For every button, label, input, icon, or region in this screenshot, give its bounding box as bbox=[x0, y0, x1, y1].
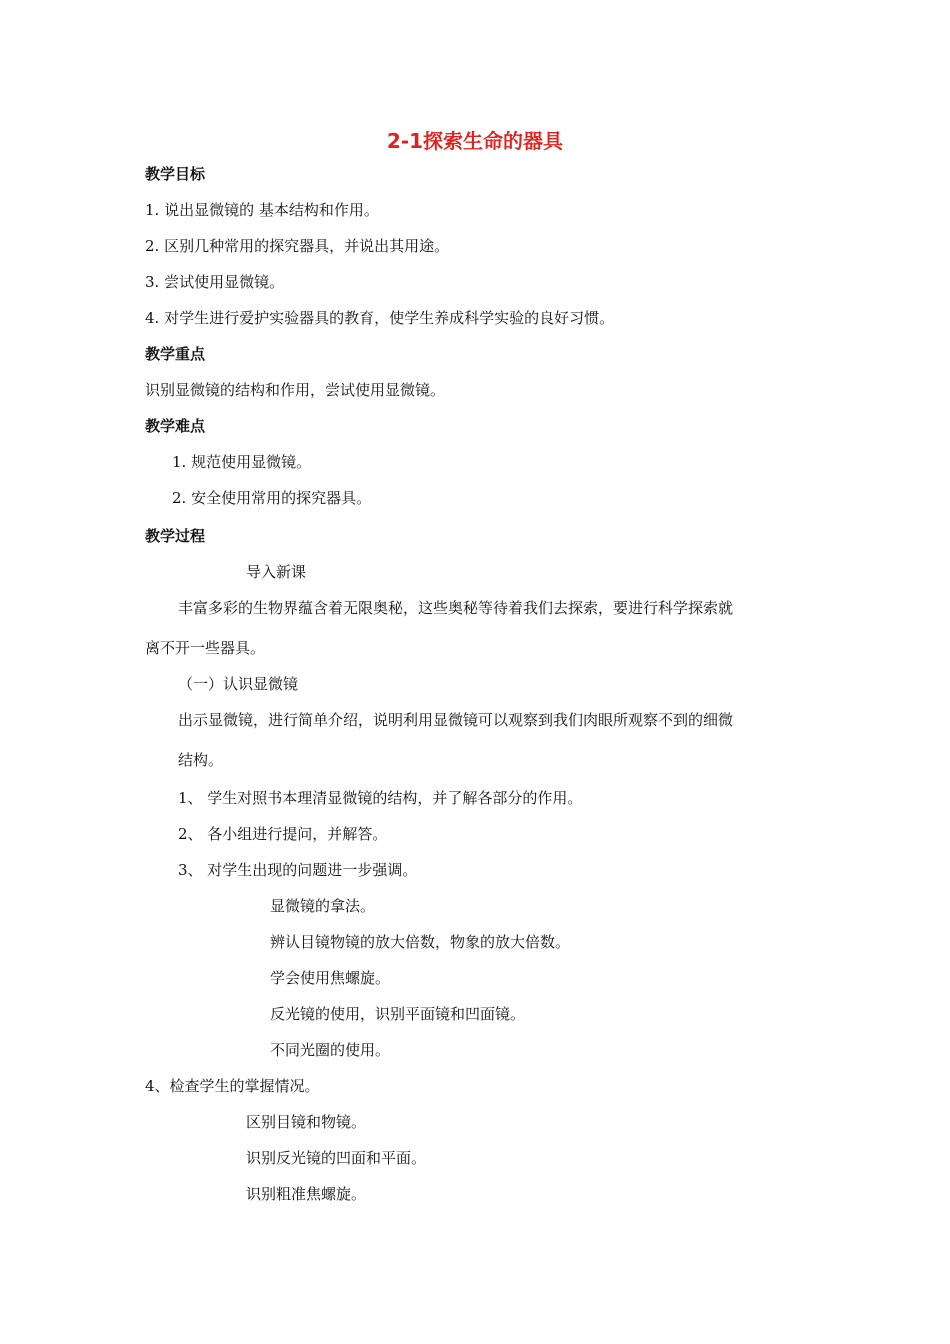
check-item: 识别粗准焦螺旋。 bbox=[246, 1185, 367, 1203]
step-item: 2、 各小组进行提问，并解答。 bbox=[178, 825, 388, 843]
section-heading: （一）认识显微镜 bbox=[178, 675, 299, 693]
process-heading: 教学过程 bbox=[145, 527, 206, 545]
step-item: 3、 对学生出现的问题进一步强调。 bbox=[178, 861, 418, 879]
intro-title: 导入新课 bbox=[246, 563, 307, 581]
goal-item: 4. 对学生进行爱护实验器具的教育，使学生养成科学实验的良好习惯。 bbox=[145, 309, 615, 327]
key-points-heading: 教学重点 bbox=[145, 345, 206, 363]
emphasis-item: 不同光圈的使用。 bbox=[270, 1041, 391, 1059]
intro-paragraph-line: 离不开一些器具。 bbox=[145, 639, 266, 657]
emphasis-item: 反光镜的使用，识别平面镜和凹面镜。 bbox=[270, 1005, 526, 1023]
emphasis-item: 辨认目镜物镜的放大倍数，物象的放大倍数。 bbox=[270, 933, 571, 951]
key-points-text: 识别显微镜的结构和作用，尝试使用显微镜。 bbox=[145, 381, 446, 399]
goals-heading: 教学目标 bbox=[145, 165, 206, 183]
difficulties-heading: 教学难点 bbox=[145, 417, 206, 435]
check-item: 区别目镜和物镜。 bbox=[246, 1113, 367, 1131]
section-text-line: 出示显微镜，进行简单介绍，说明利用显微镜可以观察到我们肉眼所观察不到的细微 bbox=[178, 711, 734, 729]
difficulty-item: 2. 安全使用常用的探究器具。 bbox=[172, 489, 372, 507]
goal-item: 3. 尝试使用显微镜。 bbox=[145, 273, 285, 291]
difficulty-item: 1. 规范使用显微镜。 bbox=[172, 453, 312, 471]
document-title: 2-1探索生命的器具 bbox=[386, 129, 564, 153]
step-item: 1、 学生对照书本理清显微镜的结构，并了解各部分的作用。 bbox=[178, 789, 583, 807]
goal-item: 1. 说出显微镜的 基本结构和作用。 bbox=[145, 201, 379, 219]
section-text-line: 结构。 bbox=[178, 751, 224, 769]
intro-paragraph-line: 丰富多彩的生物界蕴含着无限奥秘，这些奥秘等待着我们去探索，要进行科学探索就 bbox=[178, 599, 734, 617]
check-item: 识别反光镜的凹面和平面。 bbox=[246, 1149, 427, 1167]
emphasis-item: 显微镜的拿法。 bbox=[270, 897, 376, 915]
goal-item: 2. 区别几种常用的探究器具，并说出其用途。 bbox=[145, 237, 450, 255]
check-heading: 4、检查学生的掌握情况。 bbox=[145, 1077, 320, 1095]
emphasis-item: 学会使用焦螺旋。 bbox=[270, 969, 391, 987]
